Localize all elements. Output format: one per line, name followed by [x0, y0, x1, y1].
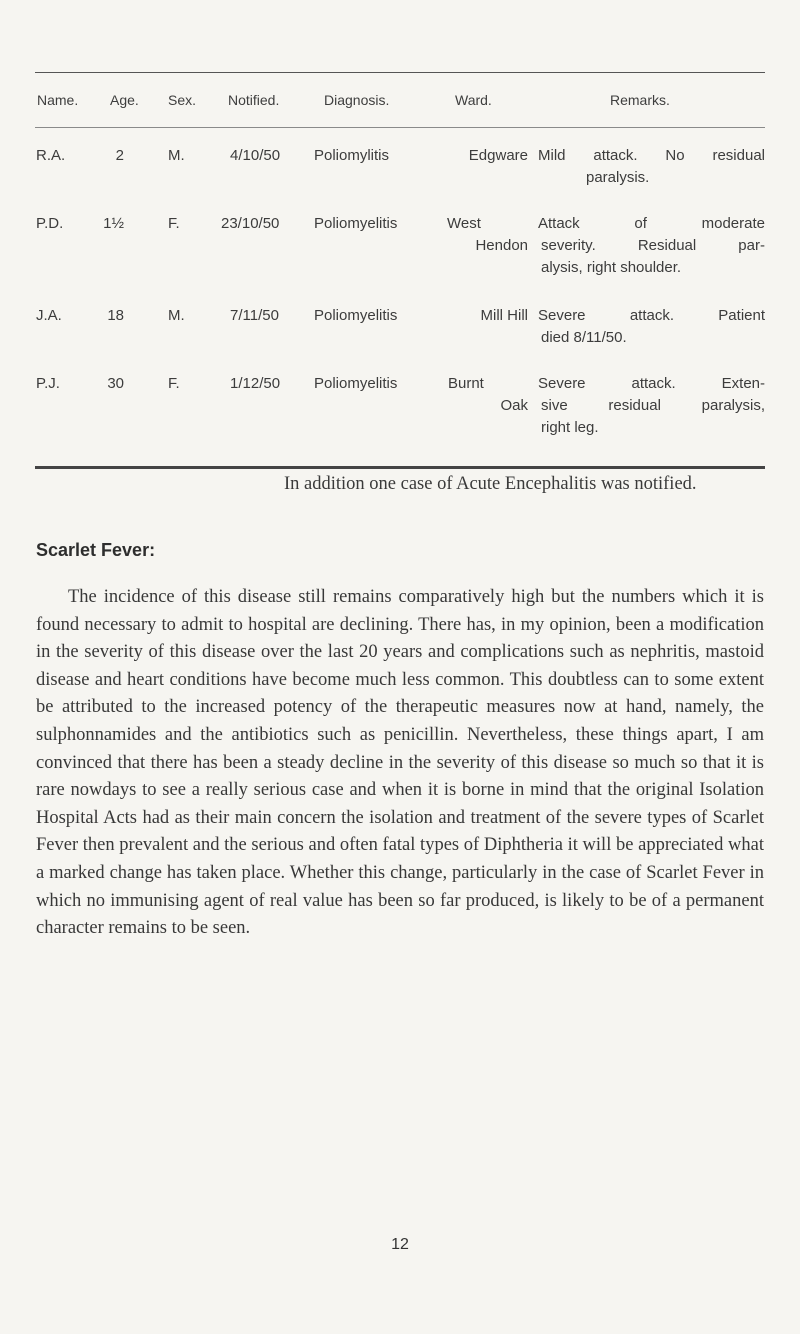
remarks-line: paralysis.: [586, 169, 650, 186]
cell-diagnosis: Poliomyelitis: [314, 375, 398, 392]
cell-notified: 1/12/50: [230, 375, 281, 392]
cell-name: P.D.: [36, 215, 64, 232]
cell-notified: 7/11/50: [230, 307, 279, 324]
cell-ward: West: [447, 215, 481, 232]
cell-ward: Edgware: [468, 147, 528, 164]
remarks-line: Severe attack. Exten-: [538, 375, 765, 392]
cell-diagnosis: Poliomylitis: [314, 147, 390, 164]
cell-remarks: [538, 145, 765, 189]
cell-sex: F.: [168, 215, 180, 232]
cell-ward: Mill Hill: [480, 307, 528, 324]
section-heading: Scarlet Fever:: [36, 540, 156, 560]
cell-sex: M.: [168, 147, 185, 164]
remarks-line: died 8/11/50.: [541, 329, 627, 346]
remarks-line: Attack of moderate: [538, 215, 765, 232]
remarks-line: Severe attack. Patient: [538, 307, 765, 324]
header-name: Name.: [37, 92, 79, 108]
table-bottom-rule: [35, 466, 765, 469]
cell-age: 1½: [103, 215, 124, 232]
scarlet-fever-paragraph: The incidence of this disease still remains comparatively high but the numbers which it is found necessary to admit to hospital are declining. There has, in my opinion, been a modification in the severity of this disease over the last 20 years and complications such as nephritis, mastoid disease and heart conditions have become much less common. This doubtless can to some extent be attributed to the increased potency of the therapeutic measures now at hand, namely, the sulphonnamides and the antibiotics such as penicillin. Nevertheless, these things apart, I am convinced that there has been a steady decline in the severity of this disease so much so that it is rare nowdays to see a really serious case and when it is borne in mind that the original Isolation Hospital Acts had as their main concern the isolation and treatment of the severe types of Scarlet Fever then prevalent and the serious and often fatal types of Diphtheria it will be appreciated what a marked change has taken place. Whether this change, particularly in the case of Scarlet Fever in which no immunising agent of real value has been so far produced, is likely to be of a permanent character remains to be seen.: [36, 587, 764, 939]
remarks-line: sive residual paralysis,: [541, 397, 765, 414]
table-header-rule: [35, 127, 765, 128]
cell-ward: Hendon: [475, 237, 528, 254]
cell-age: 18: [107, 307, 124, 324]
encephalitis-note: In addition one case of Acute Encephalitis was notified.: [284, 474, 697, 494]
header-diagnosis: Diagnosis.: [324, 92, 390, 108]
cell-name: P.J.: [36, 375, 60, 392]
remarks-line: alysis, right shoulder.: [541, 259, 682, 276]
header-ward: Ward.: [455, 92, 492, 108]
page-number: 12: [391, 1236, 409, 1253]
header-age: Age.: [110, 92, 139, 108]
cell-age: 2: [115, 147, 124, 164]
remarks-line: Mild attack. No residual: [538, 147, 765, 164]
remarks-line: severity. Residual par-: [541, 237, 765, 254]
cell-ward: Oak: [500, 397, 528, 414]
cell-remarks: [538, 305, 765, 349]
cell-sex: M.: [168, 307, 185, 324]
cell-notified: 23/10/50: [221, 215, 280, 232]
cell-remarks: [538, 373, 765, 439]
table-top-rule: [35, 72, 765, 73]
header-notified: Notified.: [228, 92, 280, 108]
cell-remarks: [538, 213, 765, 279]
cell-notified: 4/10/50: [230, 147, 281, 164]
cell-ward: Burnt: [448, 375, 484, 392]
remarks-line: right leg.: [541, 419, 599, 436]
cell-name: R.A.: [36, 147, 66, 164]
cell-diagnosis: Poliomyelitis: [314, 307, 398, 324]
cell-age: 30: [107, 375, 124, 392]
cell-diagnosis: Poliomyelitis: [314, 215, 398, 232]
cell-sex: F.: [168, 375, 180, 392]
cell-name: J.A.: [36, 307, 62, 324]
header-remarks: Remarks.: [610, 92, 670, 108]
header-sex: Sex.: [168, 92, 197, 108]
